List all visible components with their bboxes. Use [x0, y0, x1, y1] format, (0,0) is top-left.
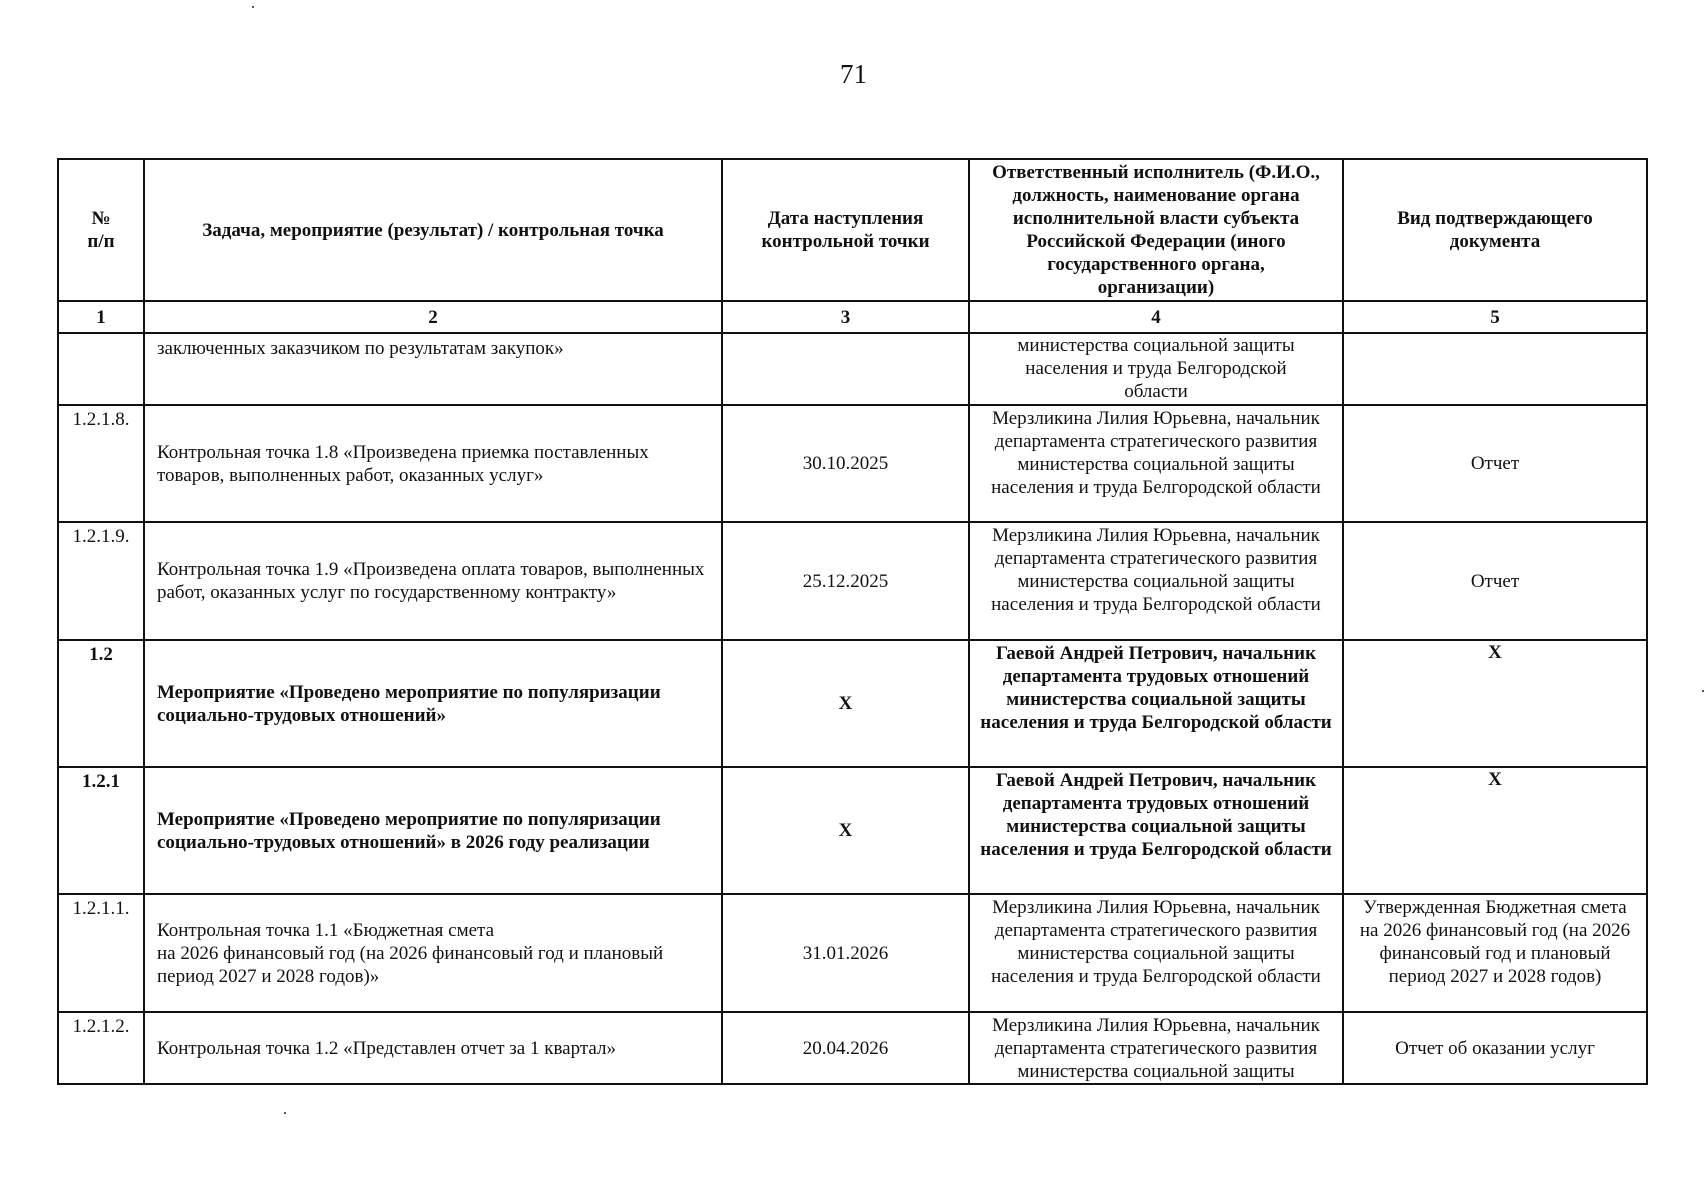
- row-num: 1.2.1.2.: [58, 1012, 144, 1084]
- column-number: 4: [969, 301, 1343, 333]
- table-row: [58, 1012, 1647, 1084]
- row-doc: Отчет: [1343, 522, 1647, 640]
- table-row: [58, 333, 1647, 405]
- row-responsible: Мерзликина Лилия Юрьевна, начальник департамента стратегического развития министерства социальной защиты населения и труда Белгородской области: [969, 894, 1343, 1012]
- table-row: [58, 522, 1647, 640]
- header-num: № п/п: [58, 159, 144, 301]
- header-task: Задача, мероприятие (результат) / контрольная точка: [144, 159, 722, 301]
- row-num: 1.2.1.8.: [58, 405, 144, 522]
- column-number: 2: [144, 301, 722, 333]
- column-number: 1: [58, 301, 144, 333]
- row-date: X: [722, 767, 969, 894]
- row-date: 30.10.2025: [722, 405, 969, 522]
- control-points-table: [57, 158, 1648, 1085]
- row-date: 20.04.2026: [722, 1012, 969, 1084]
- row-date: 25.12.2025: [722, 522, 969, 640]
- row-task: Мероприятие «Проведено мероприятие по популяризации социально-трудовых отношений» в 2026 году реализации: [144, 767, 722, 894]
- row-responsible: Гаевой Андрей Петрович, начальник департамента трудовых отношений министерства социальной защиты населения и труда Белгородской области: [969, 640, 1343, 767]
- row-responsible: Гаевой Андрей Петрович, начальник департамента трудовых отношений министерства социальной защиты населения и труда Белгородской области: [969, 767, 1343, 894]
- row-date: [722, 333, 969, 405]
- row-num: 1.2.1.9.: [58, 522, 144, 640]
- row-responsible: Мерзликина Лилия Юрьевна, начальник департамента стратегического развития министерства социальной защиты населения и труда Белгородской области: [969, 522, 1343, 640]
- column-numbers-row: [58, 301, 1647, 333]
- row-task: Контрольная точка 1.9 «Произведена оплата товаров, выполненных работ, оказанных услуг по государственному контракту»: [144, 522, 722, 640]
- row-doc: [1343, 333, 1647, 405]
- row-task: Контрольная точка 1.1 «Бюджетная смета на 2026 финансовый год (на 2026 финансовый год и плановый период 2027 и 2028 годов)»: [144, 894, 722, 1012]
- row-doc: X: [1343, 767, 1647, 894]
- row-responsible: Мерзликина Лилия Юрьевна, начальник департамента стратегического развития министерства социальной защиты: [969, 1012, 1343, 1084]
- table-row: [58, 894, 1647, 1012]
- row-task: Мероприятие «Проведено мероприятие по популяризации социально-трудовых отношений»: [144, 640, 722, 767]
- row-date: X: [722, 640, 969, 767]
- header-responsible: Ответственный исполнитель (Ф.И.О., должность, наименование органа исполнительной власти субъекта Российской Федерации (иного государственного органа, организации): [969, 159, 1343, 301]
- scan-speck: [1702, 690, 1704, 692]
- table-header-row: [58, 159, 1647, 301]
- table-row: [58, 640, 1647, 767]
- row-num: [58, 333, 144, 405]
- column-number: 3: [722, 301, 969, 333]
- row-task: Контрольная точка 1.8 «Произведена приемка поставленных товаров, выполненных работ, оказанных услуг»: [144, 405, 722, 522]
- row-num: 1.2: [58, 640, 144, 767]
- row-doc: Утвержденная Бюджетная смета на 2026 финансовый год (на 2026 финансовый год и плановый период 2027 и 2028 годов): [1343, 894, 1647, 1012]
- row-num: 1.2.1: [58, 767, 144, 894]
- row-num: 1.2.1.1.: [58, 894, 144, 1012]
- row-doc: X: [1343, 640, 1647, 767]
- header-date: Дата наступления контрольной точки: [722, 159, 969, 301]
- page-number: 71: [840, 59, 867, 89]
- column-number: 5: [1343, 301, 1647, 333]
- table-row: [58, 767, 1647, 894]
- table-row: [58, 405, 1647, 522]
- row-task: Контрольная точка 1.2 «Представлен отчет за 1 квартал»: [144, 1012, 722, 1084]
- row-task: заключенных заказчиком по результатам закупок»: [144, 333, 722, 405]
- row-date: 31.01.2026: [722, 894, 969, 1012]
- row-responsible: министерства социальной защиты населения и труда Белгородской области: [969, 333, 1343, 405]
- header-doc: Вид подтверждающего документа: [1343, 159, 1647, 301]
- scan-speck: [284, 1112, 286, 1114]
- row-doc: Отчет: [1343, 405, 1647, 522]
- scan-speck: [252, 6, 254, 8]
- row-responsible: Мерзликина Лилия Юрьевна, начальник департамента стратегического развития министерства социальной защиты населения и труда Белгородской области: [969, 405, 1343, 522]
- row-doc: Отчет об оказании услуг: [1343, 1012, 1647, 1084]
